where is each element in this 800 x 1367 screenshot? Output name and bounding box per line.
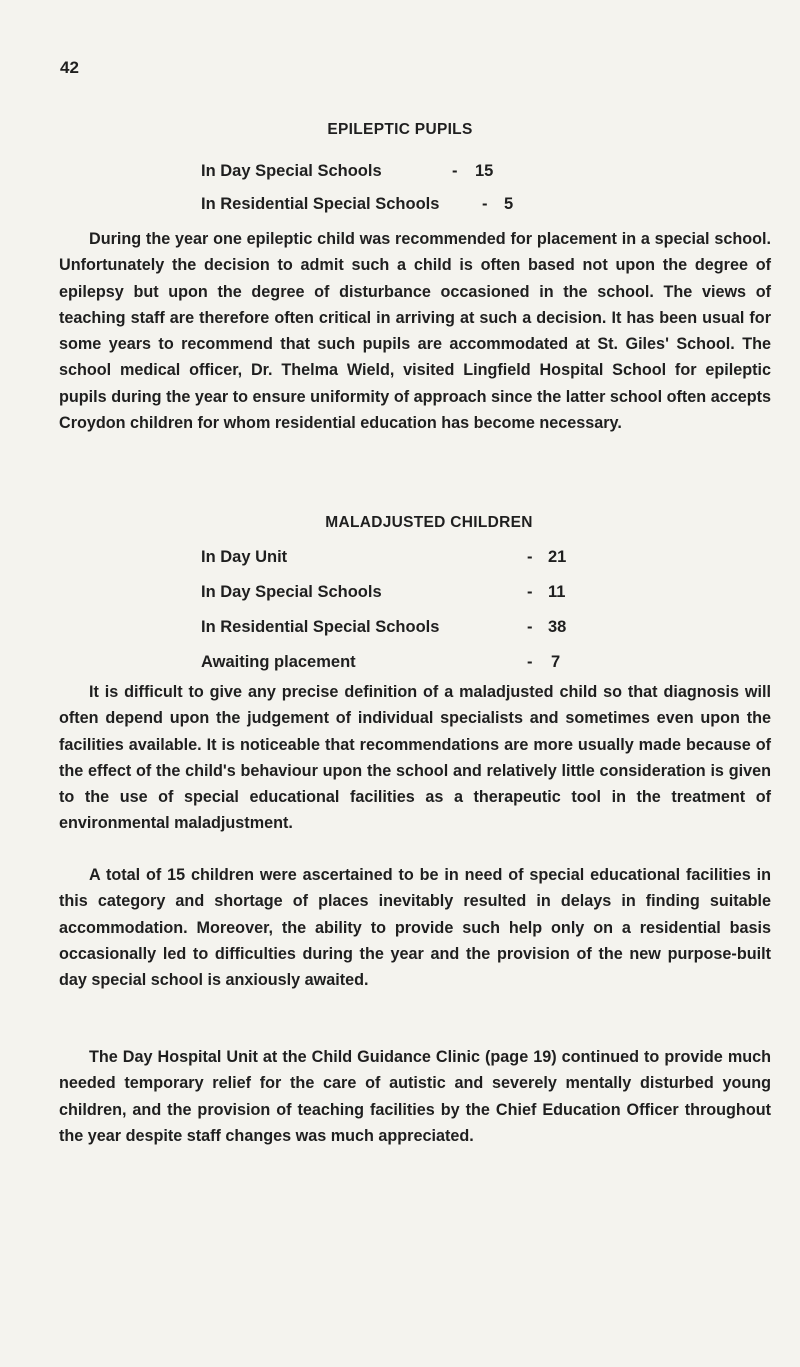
tally-dash: - xyxy=(527,583,533,601)
tally-label: Awaiting placement xyxy=(201,653,356,671)
maladjusted-paragraph-3: The Day Hospital Unit at the Child Guidance Clinic (page 19) continued to provide much needed temporary relief for the care of autistic and severely mentally disturbed young children, and the provision of teaching facilities by the Chief Education Officer throughout the year despite staff changes was much appreciated. xyxy=(59,1048,771,1145)
epileptic-paragraph: During the year one epileptic child was recommended for placement in a special school. Unfortunately the decision to admit such a child is often based not upon the degree of epilepsy but upon the degree of disturbance occasioned in the school. The views of teaching staff are therefore often critical in arriving at such a decision. It has been usual for some years to recommend that such pupils are accommodated at St. Giles' School. The school medical officer, Dr. Thelma Wield, visited Lingfield Hospital School for epileptic pupils during the year to ensure uniformity of approach since the latter school often accepts Croydon children for whom residential education has become necessary. xyxy=(59,230,771,433)
tally-value: 11 xyxy=(548,583,566,601)
maladjusted-heading: MALADJUSTED CHILDREN xyxy=(325,514,533,531)
tally-value: 38 xyxy=(548,618,567,636)
tally-label: In Day Unit xyxy=(201,548,288,566)
tally-dash: - xyxy=(482,195,488,213)
tally-dash: - xyxy=(527,618,533,636)
tally-label: In Residential Special Schools xyxy=(201,618,440,636)
tally-dash: - xyxy=(452,162,458,180)
tally-value: 7 xyxy=(551,653,561,671)
tally-value: 5 xyxy=(504,195,514,213)
tally-label: In Day Special Schools xyxy=(201,583,382,601)
maladjusted-paragraph-2: A total of 15 children were ascertained to be in need of special educational facilities in this category and shortage of places inevitably resulted in delays in finding suitable accommodation. Moreover, the ability to provide such help only on a residential basis occasionally led to difficulties during the year and the provision of the new purpose-built day special school is anxiously awaited. xyxy=(59,866,771,990)
tally-value: 15 xyxy=(475,162,494,180)
tally-label: In Day Special Schools xyxy=(201,162,382,180)
tally-value: 21 xyxy=(548,548,567,566)
tally-dash: - xyxy=(527,548,533,566)
maladjusted-paragraph-1: It is difficult to give any precise definition of a maladjusted child so that diagnosis will often depend upon the judgement of individual specialists and sometimes even upon the facilities available. It is noticeable that recommendations are more usually made because of the effect of the child's behaviour upon the school and relatively little consideration is given to the use of special educational facilities as a therapeutic tool in the treatment of environmental maladjustment. xyxy=(59,683,771,833)
tally-dash: - xyxy=(527,653,533,671)
tally-label: In Residential Special Schools xyxy=(201,195,440,213)
epileptic-heading: EPILEPTIC PUPILS xyxy=(327,121,473,138)
page-number: 42 xyxy=(60,58,79,77)
